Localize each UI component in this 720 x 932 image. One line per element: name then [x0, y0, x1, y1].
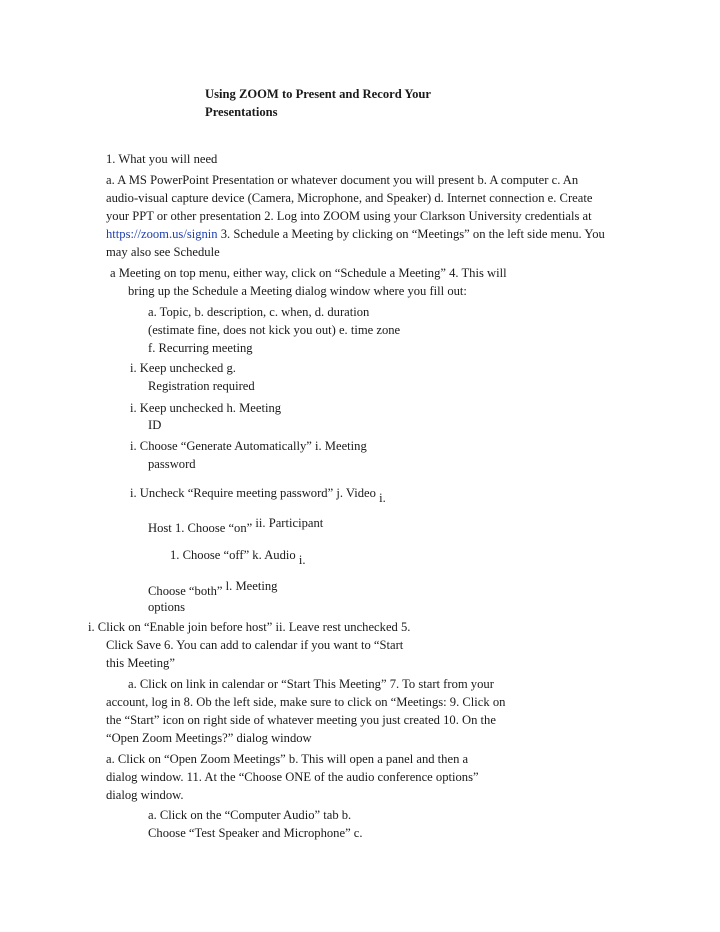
text-line: “Open Zoom Meetings?” dialog window [106, 731, 312, 745]
text-line: a Meeting on top menu, either way, click on “Schedule a Meeting” 4. This will [110, 266, 507, 280]
text-line: the “Start” icon on right side of whatever meeting you just created 10. On the [106, 713, 496, 727]
text-line: password [148, 457, 196, 471]
text-line: your PPT or other presentation 2. Log into ZOOM using your Clarkson University credentials at [106, 209, 592, 223]
document-title-line-1: Using ZOOM to Present and Record Your [205, 87, 431, 101]
text-segment: Host 1. Choose “on” [148, 521, 253, 535]
text-line: Choose “Test Speaker and Microphone” c. [148, 826, 363, 840]
text-line [170, 547, 306, 567]
zoom-signin-link[interactable]: https://zoom.us/signin [106, 227, 218, 241]
text-line: i. Click on “Enable join before host” ii. Leave rest unchecked 5. [88, 620, 411, 634]
text-line: f. Recurring meeting [148, 341, 253, 355]
text-line: Registration required [148, 379, 255, 393]
section-heading: 1. What you will need [106, 152, 218, 166]
text-line: Click Save 6. You can add to calendar if you want to “Start [106, 638, 404, 652]
text-segment: 3. Schedule a Meeting by clicking on “Meetings” on the left side menu. You [217, 227, 605, 241]
text-line: i. Keep unchecked g. [130, 361, 236, 375]
text-line: audio-visual capture device (Camera, Microphone, and Speaker) d. Internet connection e. Create [106, 191, 593, 205]
text-line: a. Click on “Open Zoom Meetings” b. This will open a panel and then a [106, 752, 469, 766]
text-line: options [148, 600, 186, 614]
text-segment: l. Meeting [225, 579, 278, 593]
text-line: i. Keep unchecked h. Meeting [130, 401, 282, 415]
text-segment: Choose “both” [148, 584, 223, 598]
text-line: a. A MS PowerPoint Presentation or whatever document you will present b. A computer c. An [106, 173, 579, 187]
text-line: i. Choose “Generate Automatically” i. Meeting [130, 439, 367, 453]
text-line: a. Topic, b. description, c. when, d. duration [148, 305, 370, 319]
text-line: a. Click on the “Computer Audio” tab b. [148, 808, 352, 822]
text-line: account, log in 8. Ob the left side, make sure to click on “Meetings: 9. Click on [106, 695, 506, 709]
text-line: dialog window. [106, 788, 184, 802]
text-line: (estimate fine, does not kick you out) e. time zone [148, 323, 401, 337]
text-line [106, 226, 605, 242]
text-line [148, 579, 278, 599]
text-line: a. Click on link in calendar or “Start This Meeting” 7. To start from your [128, 677, 494, 691]
text-line: ID [148, 418, 162, 432]
text-line [148, 516, 324, 536]
text-segment: ii. Participant [255, 516, 324, 530]
text-line: dialog window. 11. At the “Choose ONE of the audio conference options” [106, 770, 479, 784]
text-line: bring up the Schedule a Meeting dialog window where you fill out: [128, 284, 467, 298]
text-line: may also see Schedule [106, 245, 220, 259]
text-line [130, 485, 386, 505]
text-segment: i. [298, 553, 306, 567]
text-segment: i. [379, 491, 386, 505]
text-segment: 1. Choose “off” k. Audio [170, 548, 296, 562]
text-line: this Meeting” [106, 656, 175, 670]
document-title-line-2: Presentations [205, 105, 278, 119]
text-segment: i. Uncheck “Require meeting password” j. Video [130, 486, 376, 500]
